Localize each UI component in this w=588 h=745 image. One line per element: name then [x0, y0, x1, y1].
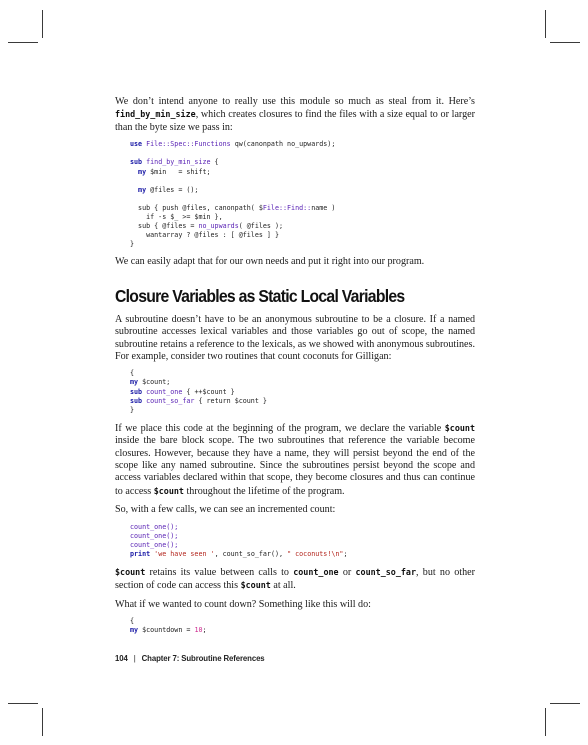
crop-mark	[42, 10, 43, 38]
section-heading: Closure Variables as Static Local Variables	[115, 285, 405, 306]
code-block: { my $countdown = 10;	[130, 617, 207, 635]
paragraph: So, with a few calls, we can see an incremented count:	[115, 504, 336, 516]
paragraph: We can easily adapt that for our own needs and put it right into our program.	[115, 256, 425, 268]
paragraph: What if we wanted to count down? Something like this will do:	[115, 598, 371, 610]
chapter-title: Chapter 7: Subroutine References	[141, 654, 265, 663]
crop-mark	[42, 708, 43, 736]
footer-separator: |	[133, 654, 136, 663]
inline-code: count_so_far	[355, 567, 417, 578]
page-number: 104	[115, 654, 128, 663]
page-footer	[115, 654, 265, 663]
inline-code: $count	[115, 567, 146, 578]
paragraph: If we place this code at the beginning of the program, we declare the variable $count inside the bare block scope. The two subroutines that reference the variable become closures. However, because they have a name, they will persist beyond the end of the scope like any named subroutine. Since the subroutines persist beyond the scope and access variables declared within that scope, they become closures and thus can continue to access $count throughout the lifetime of the program.	[115, 422, 475, 497]
crop-mark	[550, 42, 580, 43]
code-block: use File::Spec::Functions qw(canonpath no_upwards); sub find_by_min_size { my $min = shift; my @files = (); sub { push @files, canonpath( $File::Find::name ) if -s $_ >= $min }, sub { @files = no_upwards( @files ); wantarray ? @files : [ @files ] } }	[130, 140, 336, 249]
crop-mark	[545, 10, 546, 38]
inline-code: $count	[444, 422, 475, 433]
inline-code: count_one	[293, 567, 339, 578]
crop-mark	[8, 42, 38, 43]
code-block: count_one(); count_one(); count_one(); print 'we have seen ', count_so_far(), " coconuts!\n";	[130, 522, 348, 558]
code-block: { my $count; sub count_one { ++$count } sub count_so_far { return $count } }	[130, 369, 267, 414]
page-content	[115, 96, 475, 635]
inline-code: $count	[240, 580, 271, 591]
crop-mark	[8, 703, 38, 704]
crop-mark	[550, 703, 580, 704]
inline-code: find_by_min_size	[115, 109, 196, 120]
inline-code: $count	[153, 485, 184, 496]
crop-mark	[545, 708, 546, 736]
paragraph: We don’t intend anyone to really use this module so much as steal from it. Here’s find_by_min_size, which creates closures to find the files with a size equal to or larger than the byte size we pass in:	[115, 96, 475, 133]
paragraph: A subroutine doesn’t have to be an anonymous subroutine to be a closure. If a named subroutine accesses lexical variables and those variables go out of scope, the named subroutine retains a reference to the lexicals, as we showed with anonymous subroutines. For example, consider two routines that count coconuts for Gilligan:	[115, 313, 475, 362]
paragraph: $count retains its value between calls to count_one or count_so_far, but no other section of code can access this $count at all.	[115, 567, 475, 592]
